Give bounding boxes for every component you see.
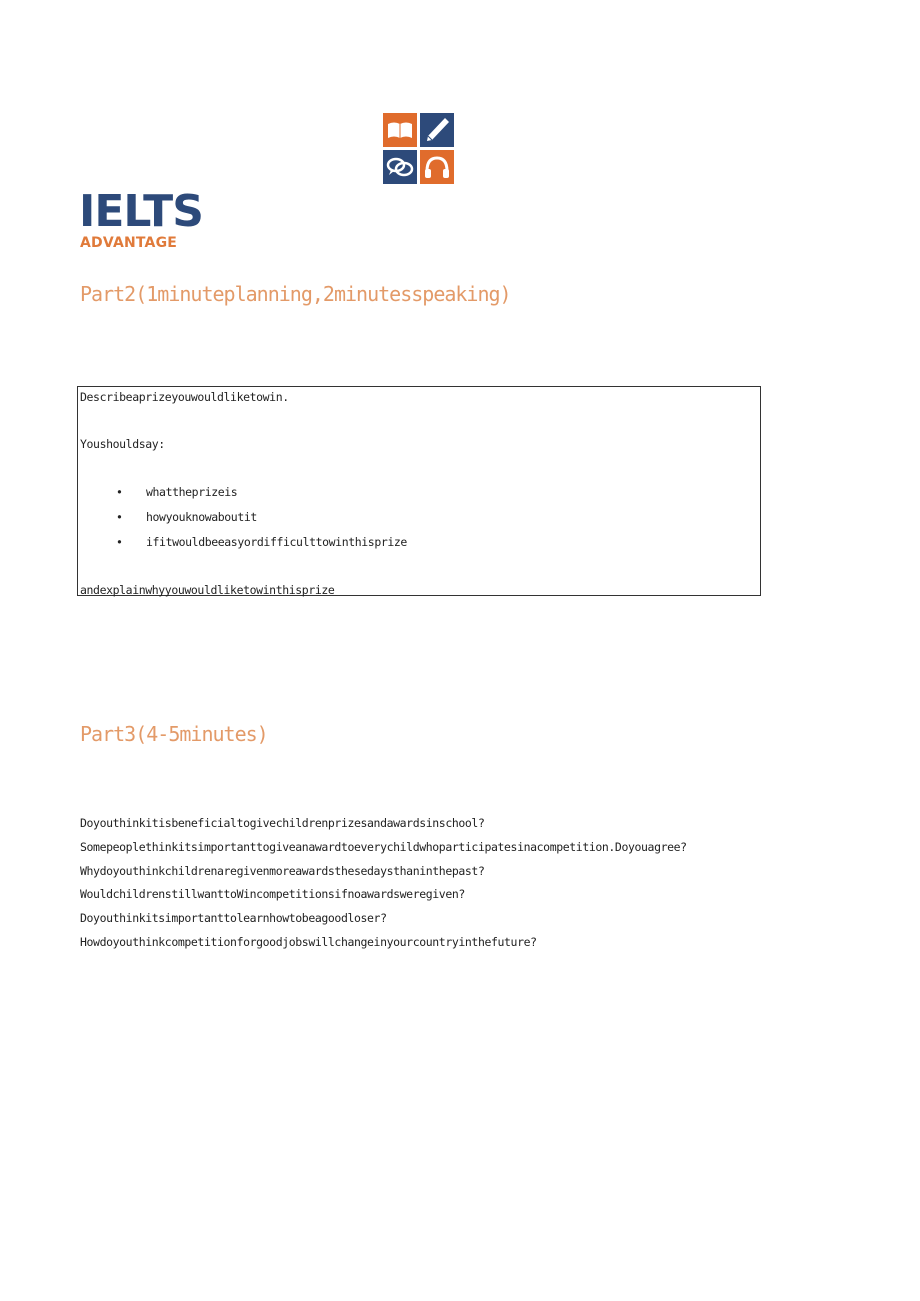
logo-tile-pen bbox=[420, 113, 454, 147]
brand-subtitle: ADVANTAGE bbox=[80, 235, 178, 251]
headphones-icon bbox=[420, 150, 454, 184]
part3-question: WouldchildrenstillwanttoWincompetitionsifnoawardsweregiven? bbox=[80, 887, 465, 901]
bullet-icon: • bbox=[116, 510, 123, 524]
part3-question: Somepeoplethinkitsimportanttogiveanawardtoeverychildwhoparticipatesinacompetition.Doyouagree? bbox=[80, 840, 687, 854]
part3-question: Howdoyouthinkcompetitionforgoodjobswillchangeinyourcountryinthefuture? bbox=[80, 935, 537, 949]
cue-card bbox=[77, 386, 761, 596]
bullet-icon: • bbox=[116, 485, 123, 499]
speech-bubbles-icon bbox=[383, 150, 417, 184]
bullet-icon: • bbox=[116, 535, 123, 549]
cue-card-bullet bbox=[116, 485, 237, 499]
part3-heading: Part3(4-5minutes) bbox=[80, 722, 268, 746]
part2-heading: Part2(1minuteplanning,2minutesspeaking) bbox=[80, 282, 511, 306]
cue-card-bullet bbox=[116, 535, 407, 549]
part3-question: Whydoyouthinkchildrenaregivenmoreawardsthesedaysthaninthepast? bbox=[80, 864, 485, 878]
part3-question: Doyouthinkitsimportanttolearnhowtobeagoodloser? bbox=[80, 911, 387, 925]
cue-card-closing: andexplainwhyyouwouldliketowinthisprize bbox=[80, 583, 335, 597]
logo-tile-headphones bbox=[420, 150, 454, 184]
cue-card-should-say: Youshouldsay: bbox=[80, 437, 165, 451]
cue-card-bullet bbox=[116, 510, 257, 524]
logo-tile-speech bbox=[383, 150, 417, 184]
open-book-icon bbox=[383, 113, 417, 147]
cue-card-bullet-text: ifitwouldbeeasyordifficulttowinthisprize bbox=[146, 535, 407, 549]
ielts-logo bbox=[383, 113, 455, 185]
pen-icon bbox=[420, 113, 454, 147]
part3-question: Doyouthinkitisbeneficialtogivechildrenprizesandawardsinschool? bbox=[80, 816, 485, 830]
cue-card-prompt: Describeaprizeyouwouldliketowin. bbox=[80, 390, 289, 404]
brand-title: IELTS bbox=[79, 186, 203, 237]
cue-card-bullet-text: howyouknowaboutit bbox=[146, 510, 257, 524]
cue-card-bullet-text: whattheprizeis bbox=[146, 485, 238, 499]
logo-tile-book bbox=[383, 113, 417, 147]
